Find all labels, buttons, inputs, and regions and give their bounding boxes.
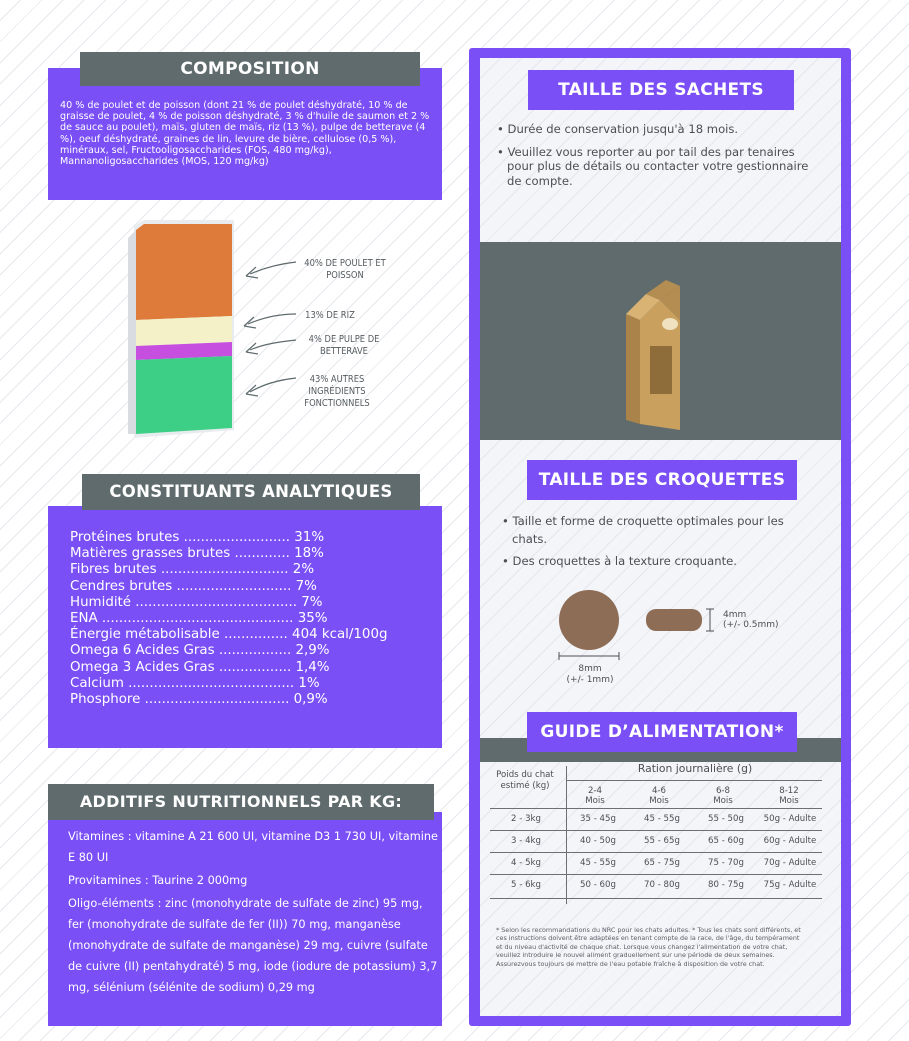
table-cell: 70 - 80g [644,880,680,890]
weight-header: Poids du chat estimé (kg) [496,770,554,791]
bag-label-poulet: 40% DE POULET ET POISSON [304,258,386,281]
constituant-row: Cendres brutes ........................... 7% [70,578,317,594]
row-weight: 3 - 4kg [511,836,541,846]
sachets-bullet: • Veuillez vous reporter au por tail des par tenaires pour plus de détails ou contacter votre gestionnaire de compte. [497,144,809,188]
table-cell: 80 - 75g [708,880,744,890]
kibble-width-label [560,664,620,686]
constituant-row: ENA ............................................. 35% [70,611,328,627]
divider [490,898,822,899]
croquettes-text [502,512,822,578]
table-cell: 45 - 55g [580,858,616,868]
sachets-title: TAILLE DES SACHETS [528,70,794,110]
kibble-width-value: 8mm [578,664,602,674]
row-weight: 5 - 6kg [511,880,541,890]
col-unit: Mois [649,796,669,806]
guide-title: GUIDE D’ALIMENTATION* [527,712,797,752]
col-range: 4-6 [651,786,667,796]
constituant-row: Énergie métabolisable ............... 404 kcal/100g [70,627,388,643]
constituant-row: Omega 3 Acides Gras ................. 1,4% [70,659,330,675]
constituant-row: Calcium ....................................... 1% [70,675,320,691]
composition-title: COMPOSITION [80,52,420,86]
croquettes-bullet: • Taille et forme de croquette optimales pour les chats. [502,514,784,546]
col-range: 8-12 [779,786,799,796]
col-header [760,786,818,806]
col-range: 2-4 [587,786,603,796]
constituant-row: Matières grasses brutes ............. 18% [70,546,324,562]
constituant-row: Protéines brutes ......................... 31% [70,530,325,545]
guide-footnote: * Selon les recommandations du NRC pour les chats adultes. * Tous les chats sont différents, et ces instructions doivent être adaptées en tenant compte de la race, de l'âge, du tempérament et du niveau d'activité de chaque chat. Lorsque vous changez l'alimentation de votre chat, veuillez introduire le nouvel aliment graduellement sur une période de deux semaines. Assurezvous toujours de mettre de l'eau potable fraîche à disposition de votre chat. [496,926,801,968]
table-cell: 65 - 75g [644,858,680,868]
croquettes-title: TAILLE DES CROQUETTES [527,460,797,500]
kibble-width-tolerance: (+/- 1mm) [566,675,614,685]
bag-segment-poulet [136,224,232,320]
additifs-paragraph: Vitamines : vitamine A 21 600 UI, vitamine D3 1 730 UI, vitamine E 80 UI [68,830,438,864]
kibble-top-view [559,590,619,650]
ration-header: Ration journalière (g) [637,762,753,775]
constituant-row: Humidité ...................................... 7% [70,594,323,610]
table-cell: 70g - Adulte [763,858,817,868]
additifs-paragraph: Provitamines : Taurine 2 000mg [68,874,248,887]
col-unit: Mois [779,796,799,806]
divider [490,830,822,831]
col-header [566,786,624,806]
table-cell: 55 - 65g [644,836,680,846]
food-bag-illustration [124,220,242,438]
divider [566,780,822,781]
bag-label-autres: 43% AUTRES INGRÉDIENTS FONCTIONNELS [304,374,370,409]
table-cell: 50 - 60g [580,880,616,890]
kibble-height-tolerance: (+/- 0.5mm) [723,620,779,630]
kibble-side-view [646,609,702,631]
row-weight: 2 - 3kg [511,814,541,824]
constituants-list [70,530,440,708]
col-header [630,786,688,806]
table-cell: 60g - Adulte [763,836,817,846]
bag-label-betterave: 4% DE PULPE DE BETTERAVE [308,334,380,357]
table-cell: 45 - 55g [644,814,680,824]
constituant-row: Fibres brutes .............................. 2% [70,562,315,578]
additifs-title: ADDITIFS NUTRITIONNELS PAR KG: [48,784,434,820]
table-cell: 50g - Adulte [763,814,817,824]
constituant-row: Omega 6 Acides Gras ................. 2,9% [70,643,330,659]
row-weight: 4 - 5kg [511,858,541,868]
constituants-title: CONSTITUANTS ANALYTIQUES [82,474,420,510]
additifs-paragraph: Oligo-éléments : zinc (monohydrate de sulfate de zinc) 95 mg, fer (monohydrate de sulfate de fer (II)) 70 mg, manganèse (monohydrate de sulfate de manganèse) 29 mg, cuivre (sulfate de cuivre (II) pentahydraté) 5 mg, iode (iodure de potassium) 3,7 mg, sélénium (sélénite de sodium) 0,29 mg [68,897,438,994]
kibble-height-value: 4mm [723,610,747,620]
col-unit: Mois [713,796,733,806]
table-cell: 65 - 60g [708,836,744,846]
divider [490,808,822,809]
bag-label-riz: 13% DE RIZ [305,310,355,321]
divider [490,874,822,875]
col-header [694,786,752,806]
pouch-illustration [480,242,841,440]
col-unit: Mois [585,796,605,806]
sachets-bullet: • Durée de conservation jusqu'à 18 mois. [497,122,739,136]
bag-segment-riz [136,316,232,346]
bag-segment-autres [136,356,232,434]
table-cell: 40 - 50g [580,836,616,846]
divider [490,852,822,853]
constituant-row: Phosphore .................................. 0,9% [70,692,328,708]
additifs-text [68,826,438,1000]
sachets-text [497,122,823,196]
croquettes-bullet: • Des croquettes à la texture croquante. [502,554,737,568]
kibble-height-label [723,610,779,630]
col-range: 6-8 [715,786,731,796]
table-cell: 75 - 70g [708,858,744,868]
composition-text: 40 % de poulet et de poisson (dont 21 % de poulet déshydraté, 10 % de graisse de poulet, 4 % de poisson déshydraté, 3 % d'huile de saumon et 2 % de sauce au poulet), maïs, gluten de maïs, riz (13 %), pulpe de betterave (4 %), oeuf déshydraté, graines de lin, levure de bière, cellulose (0,5 %), minéraux, sel, Fructooligosaccharides (FOS, 480 mg/kg), Mannanoligosaccharides (MOS, 120 mg/kg) [60,100,430,168]
table-cell: 75g - Adulte [763,880,817,890]
kibble-diagram [520,584,820,694]
table-cell: 55 - 50g [708,814,744,824]
table-cell: 35 - 45g [580,814,616,824]
pouch-image-band [480,242,841,440]
